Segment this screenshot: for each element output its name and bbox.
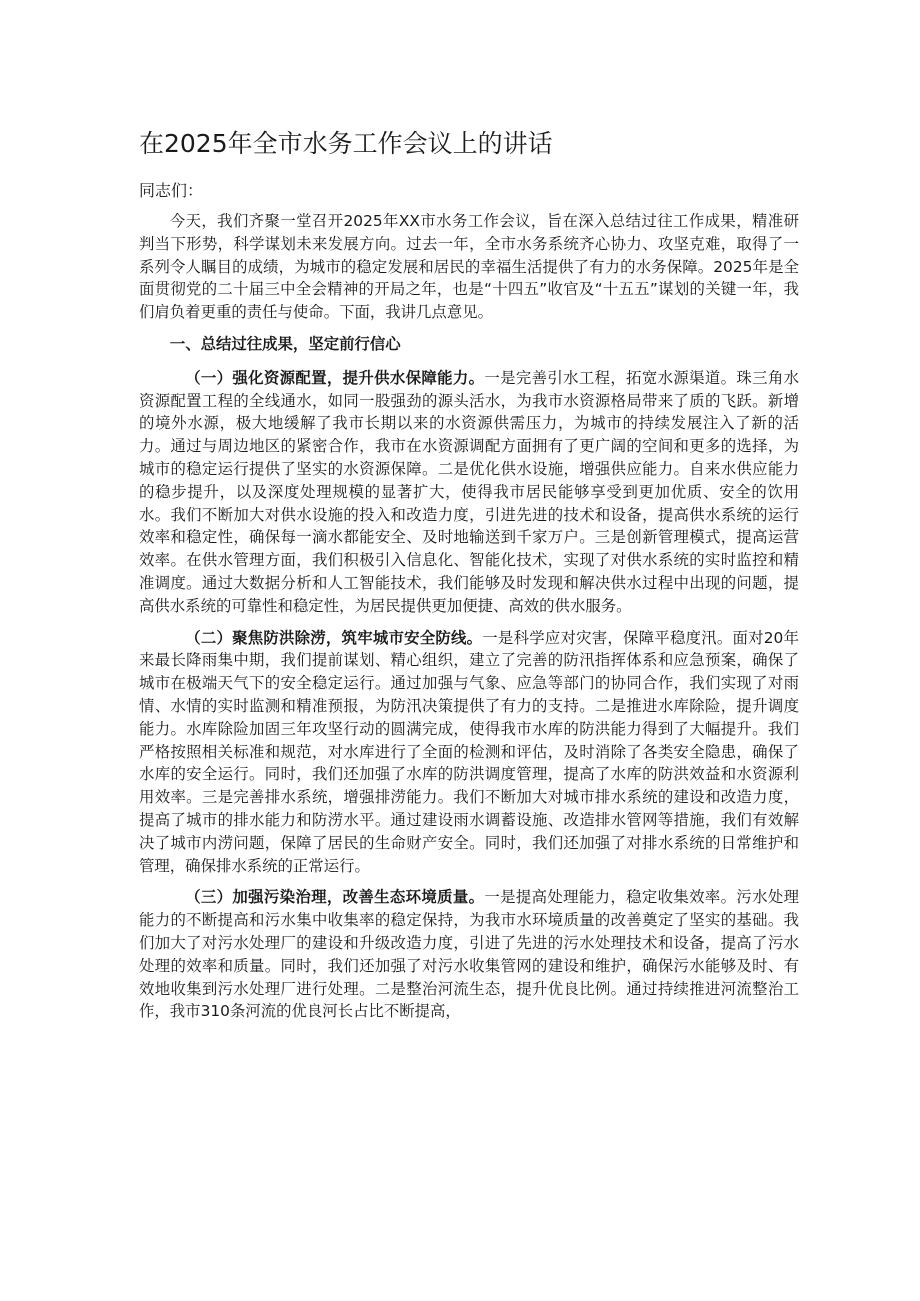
item-paragraph-2 <box>139 627 799 878</box>
document-body <box>139 210 799 1032</box>
item-3-lead: （三）加强污染治理，改善生态环境质量。 <box>185 888 485 907</box>
item-paragraph-1 <box>139 367 799 618</box>
page-title: 在2025年全市水务工作会议上的讲话 <box>139 129 553 158</box>
section-heading-1: 一、总结过往成果，坚定前行信心 <box>169 334 401 353</box>
salutation: 同志们： <box>139 181 204 200</box>
item-1-text: 一是完善引水工程，拓宽水源渠道。珠三角水资源配置工程的全线通水，如同一股强劲的源头活水，为我市水资源格局带来了质的飞跃。新增的境外水源，极大地缓解了我市长期以来的水资源供需压力，为城市的持续发展注入了新的活力。通过与周边地区的紧密合作，我市在水资源调配方面拥有了更广阔的空间和更多的选择，为城市的稳定运行提供了坚实的水资源保障。二是优化供水设施，增强供应能力。自来水供应能力的稳步提升，以及深度处理规模的显著扩大，使得我市居民能够享受到更加优质、安全的饮用水。我们不断加大对供水设施的投入和改造力度，引进先进的技术和设备，提高供水系统的运行效率和稳定性，确保每一滴水都能安全、及时地输送到千家万户。三是创新管理模式，提高运营效率。在供水管理方面，我们积极引入信息化、智能化技术，实现了对供水系统的实时监控和精准调度。通过大数据分析和人工智能技术，我们能够及时发现和解决供水过程中出现的问题，提高供水系统的可靠性和稳定性，为居民提供更加便捷、高效的供水服务。 <box>139 368 799 615</box>
item-1-lead: （一）强化资源配置，提升供水保障能力。 <box>185 368 485 387</box>
item-2-lead: （二）聚焦防洪除涝，筑牢城市安全防线。 <box>185 628 483 647</box>
item-2-text: 一是科学应对灾害，保障平稳度汛。面对20年来最长降雨集中期，我们提前谋划、精心组织，建立了完善的防汛指挥体系和应急预案，确保了城市在极端天气下的安全稳定运行。通过加强与气象、应急等部门的协同合作，我们实现了对雨情、水情的实时监测和精准预报，为防汛决策提供了有力的支持。二是推进水库除险，提升调度能力。水库除险加固三年攻坚行动的圆满完成，使得我市水库的防洪能力得到了大幅提升。我们严格按照相关标准和规范，对水库进行了全面的检测和评估，及时消除了各类安全隐患，确保了水库的安全运行。同时，我们还加强了水库的防洪调度管理，提高了水库的防洪效益和水资源利用效率。三是完善排水系统，增强排涝能力。我们不断加大对城市排水系统的建设和改造力度，提高了城市的排水能力和防涝水平。通过建设雨水调蓄设施、改造排水管网等措施，我们有效解决了城市内涝问题，保障了居民的生命财产安全。同时，我们还加强了对排水系统的日常维护和管理，确保排水系统的正常运行。 <box>139 628 799 875</box>
item-paragraph-3 <box>139 886 799 1023</box>
item-3-text: 一是提高处理能力，稳定收集效率。污水处理能力的不断提高和污水集中收集率的稳定保持，为我市水环境质量的改善奠定了坚实的基础。我们加大了对污水处理厂的建设和升级改造力度，引进了先进的污水处理技术和设备，提高了污水处理的效率和质量。同时，我们还加强了对污水收集管网的建设和维护，确保污水能够及时、有效地收集到污水处理厂进行处理。二是整治河流生态，提升优良比例。通过持续推进河流整治工作，我市310条河流的优良河长占比不断提高， <box>139 888 799 1021</box>
intro-paragraph: 今天，我们齐聚一堂召开2025年XX市水务工作会议，旨在深入总结过往工作成果，精准研判当下形势，科学谋划未来发展方向。过去一年，全市水务系统齐心协力、攻坚克难，取得了一系列令人瞩目的成绩，为城市的稳定发展和居民的幸福生活提供了有力的水务保障。2025年是全面贯彻党的二十届三中全会精神的开局之年，也是“十四五”收官及“十五五”谋划的关键一年，我们肩负着更重的责任与使命。下面，我讲几点意见。 <box>139 212 799 322</box>
